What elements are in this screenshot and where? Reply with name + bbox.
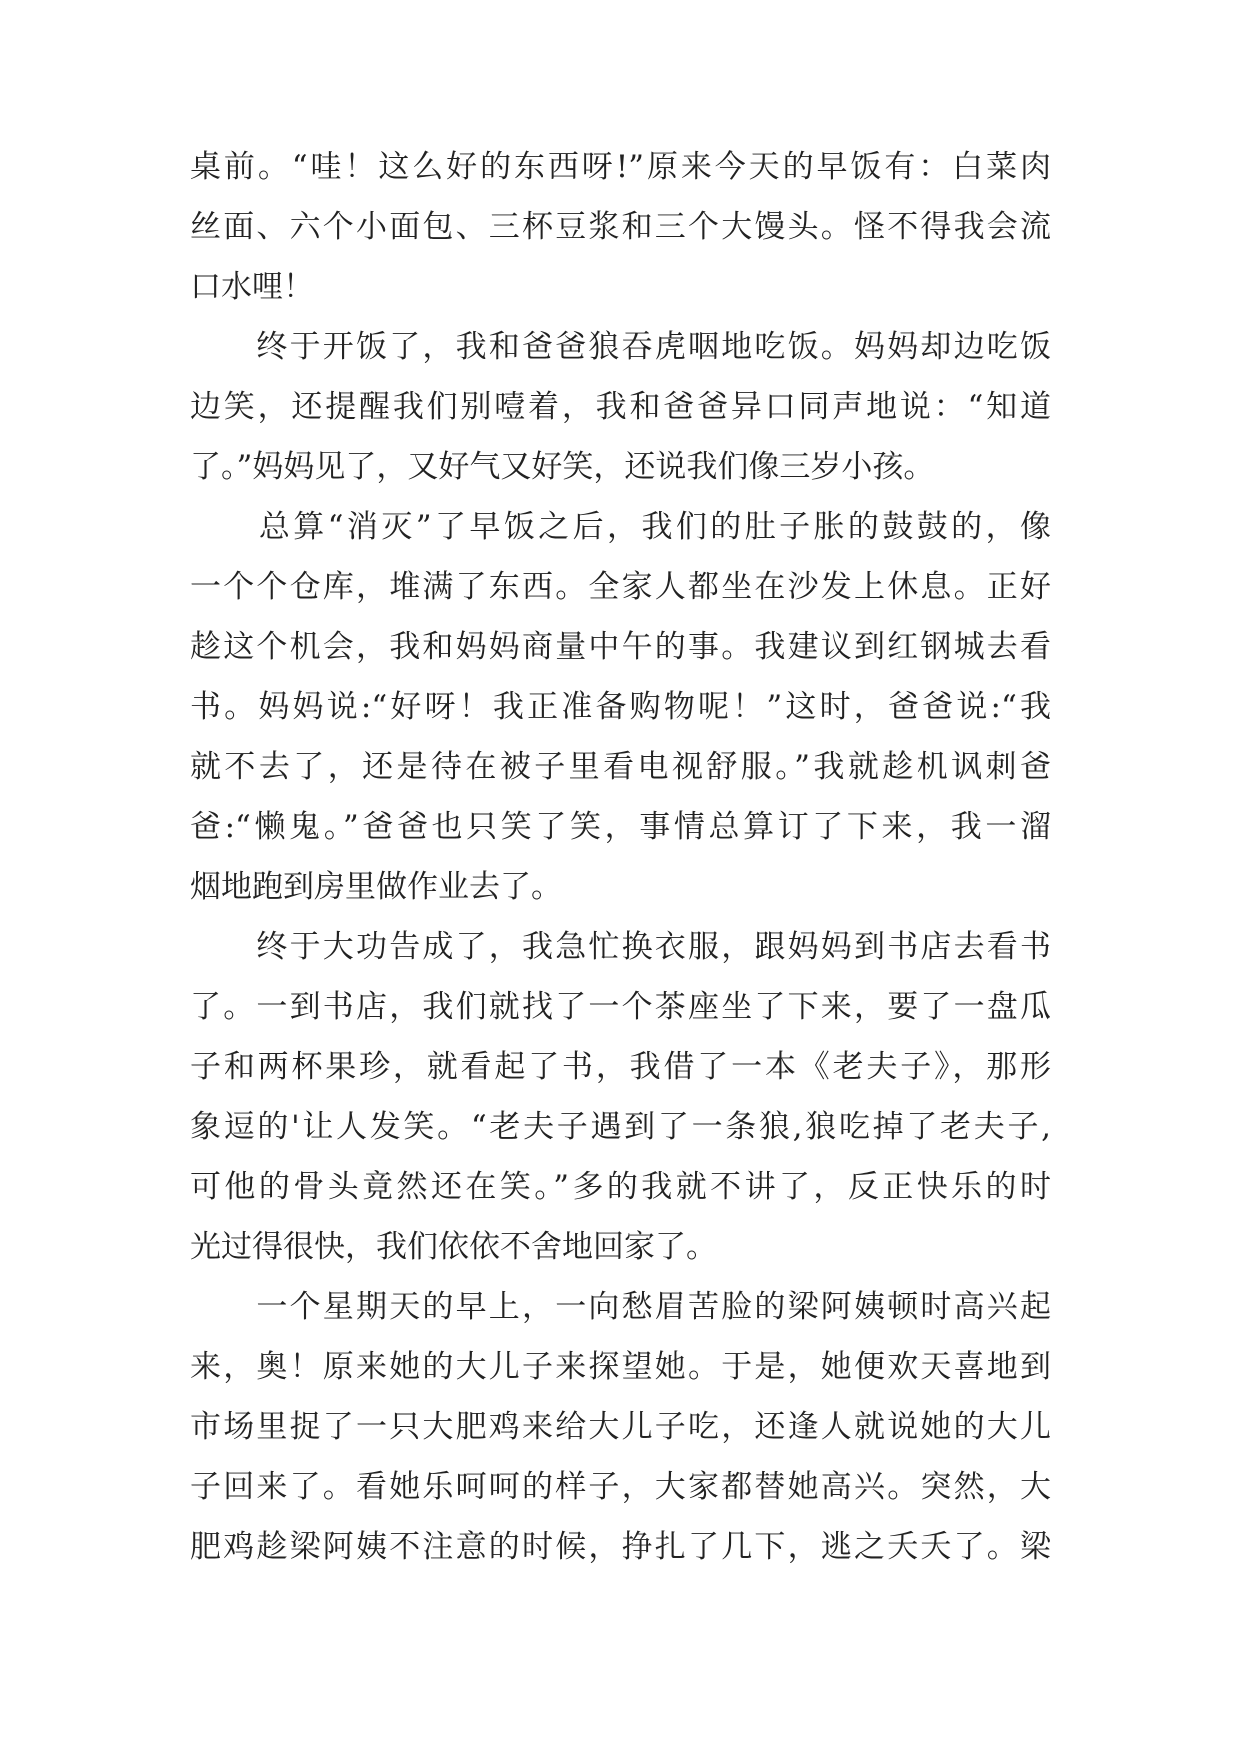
text-line: 了。”妈妈见了，又好气又好笑，还说我们像三岁小孩。 bbox=[190, 449, 935, 485]
text-line: 象逗的'让人发笑。“老夫子遇到了一条狼,狼吃掉了老夫子, bbox=[190, 1109, 1051, 1145]
text-line: 爸:“懒鬼。”爸爸也只笑了笑，事情总算订了下来，我一溜 bbox=[190, 809, 1051, 845]
text-line: 肥鸡趁梁阿姨不注意的时候，挣扎了几下，逃之夭夭了。梁 bbox=[190, 1529, 1051, 1565]
text-line: 终于大功告成了，我急忙换衣服，跟妈妈到书店去看书 bbox=[190, 929, 1051, 965]
text-line: 子和两杯果珍，就看起了书，我借了一本《老夫子》，那形 bbox=[190, 1049, 1051, 1085]
text-line: 边笑，还提醒我们别噎着，我和爸爸异口同声地说：“知道 bbox=[190, 389, 1051, 425]
text-line: 桌前。“哇！这么好的东西呀!”原来今天的早饭有：白菜肉 bbox=[190, 149, 1051, 185]
text-line: 一个个仓库，堆满了东西。全家人都坐在沙发上休息。正好 bbox=[190, 569, 1051, 605]
text-line: 趁这个机会，我和妈妈商量中午的事。我建议到红钢城去看 bbox=[190, 629, 1051, 665]
text-line: 市场里捉了一只大肥鸡来给大儿子吃，还逢人就说她的大儿 bbox=[190, 1409, 1051, 1445]
text-line: 光过得很快，我们依依不舍地回家了。 bbox=[190, 1229, 717, 1265]
text-line: 书。妈妈说:“好呀！我正准备购物呢！”这时，爸爸说:“我 bbox=[190, 689, 1051, 725]
text-line: 来，奥！原来她的大儿子来探望她。于是，她便欢天喜地到 bbox=[190, 1349, 1051, 1385]
text-line: 终于开饭了，我和爸爸狼吞虎咽地吃饭。妈妈却边吃饭 bbox=[190, 329, 1051, 365]
text-line: 一个星期天的早上，一向愁眉苦脸的梁阿姨顿时高兴起 bbox=[190, 1289, 1051, 1325]
text-line: 子回来了。看她乐呵呵的样子，大家都替她高兴。突然，大 bbox=[190, 1469, 1051, 1505]
text-line: 丝面、六个小面包、三杯豆浆和三个大馒头。怪不得我会流 bbox=[190, 209, 1051, 245]
text-line: 总算“消灭”了早饭之后，我们的肚子胀的鼓鼓的，像 bbox=[190, 509, 1051, 545]
text-line: 口水哩！ bbox=[190, 269, 314, 305]
text-line: 了。一到书店，我们就找了一个茶座坐了下来，要了一盘瓜 bbox=[190, 989, 1051, 1025]
text-line: 可他的骨头竟然还在笑。”多的我就不讲了，反正快乐的时 bbox=[190, 1169, 1051, 1205]
text-line: 就不去了，还是待在被子里看电视舒服。”我就趁机讽刺爸 bbox=[190, 749, 1051, 785]
text-line: 烟地跑到房里做作业去了。 bbox=[190, 869, 562, 905]
